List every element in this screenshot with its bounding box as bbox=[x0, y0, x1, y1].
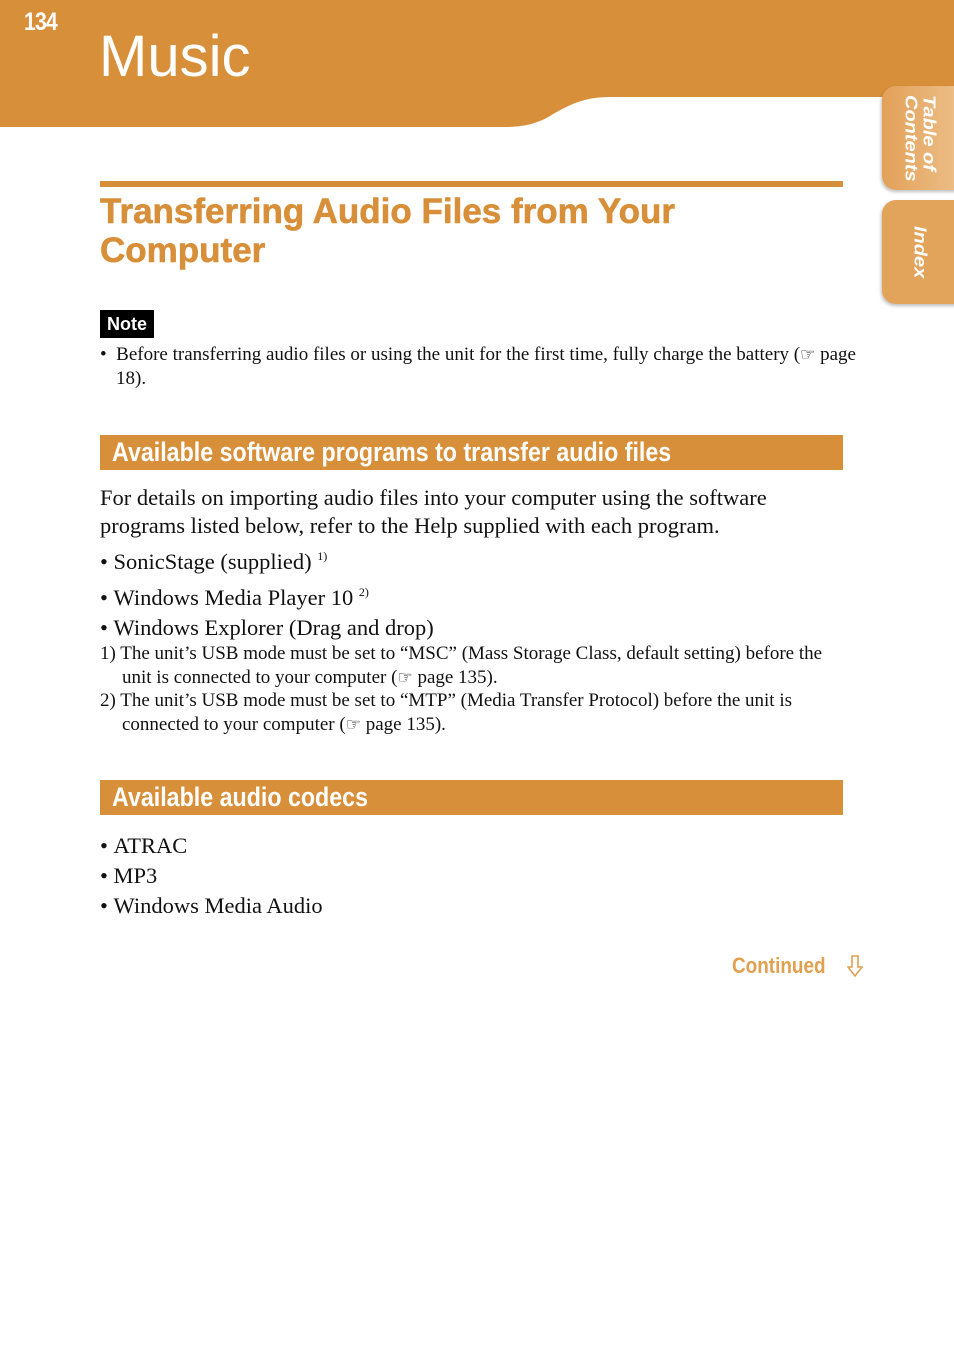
continued-label: Continued bbox=[732, 953, 826, 978]
list-item: • Windows Explorer (Drag and drop) bbox=[100, 615, 434, 640]
list-item: • Windows Media Audio bbox=[100, 893, 323, 918]
software-list bbox=[100, 541, 434, 643]
pointing-hand-icon: ☞ bbox=[345, 714, 361, 734]
index-tab-label: Index bbox=[910, 225, 930, 279]
software-intro: For details on importing audio files into your computer using the software programs listed below, refer to the Help supplied with each program. bbox=[100, 485, 767, 538]
page-number: 134 bbox=[24, 8, 57, 36]
pointing-hand-icon: ☞ bbox=[800, 345, 816, 364]
pointing-hand-icon: ☞ bbox=[397, 667, 413, 687]
footnotes bbox=[100, 642, 845, 736]
footnote-1: 1) The unit’s USB mode must be set to “MSC” (Mass Storage Class, default setting) before the unit is connected to your computer (☞ page 135). bbox=[100, 643, 823, 688]
down-arrow-icon bbox=[847, 955, 863, 977]
index-tab[interactable] bbox=[882, 200, 954, 304]
note-body: Before transferring audio files or using the unit for the first time, fully charge the battery ( bbox=[116, 344, 801, 365]
page-title: Transferring Audio Files from Your Computer bbox=[100, 192, 675, 270]
codecs-list bbox=[100, 831, 323, 921]
continued-link[interactable] bbox=[732, 953, 863, 979]
note-page-link[interactable]: page 18). bbox=[116, 344, 856, 389]
codecs-heading: Available audio codecs bbox=[112, 782, 368, 812]
software-heading: Available software programs to transfer audio files bbox=[112, 437, 672, 467]
footnote-2: 2) The unit’s USB mode must be set to “MTP” (Media Transfer Protocol) before the unit is connected to your computer (☞ page 135). bbox=[100, 690, 793, 735]
footnote-2-page-link[interactable]: page 135). bbox=[360, 713, 446, 735]
footnote-1-page-link[interactable]: page 135). bbox=[412, 666, 498, 688]
software-heading-bar bbox=[100, 435, 843, 470]
list-item: • MP3 bbox=[100, 863, 158, 888]
list-item: • SonicStage (supplied) $^{1)}$ bbox=[100, 549, 328, 574]
table-of-contents-tab[interactable] bbox=[882, 86, 954, 190]
list-item: • Windows Media Player 10 $^{2)}$ bbox=[100, 585, 369, 610]
note-text: • Before transferring audio files or using the unit for the first time, fully charge the battery (☞ page 18). bbox=[100, 344, 856, 389]
table-of-contents-tab-label: Table of Contents bbox=[901, 94, 939, 182]
codecs-heading-bar bbox=[100, 780, 843, 815]
note-badge: Note bbox=[100, 310, 154, 338]
chapter-title: Music bbox=[99, 24, 251, 89]
list-item: • ATRAC bbox=[100, 833, 188, 858]
title-rule bbox=[100, 181, 843, 187]
